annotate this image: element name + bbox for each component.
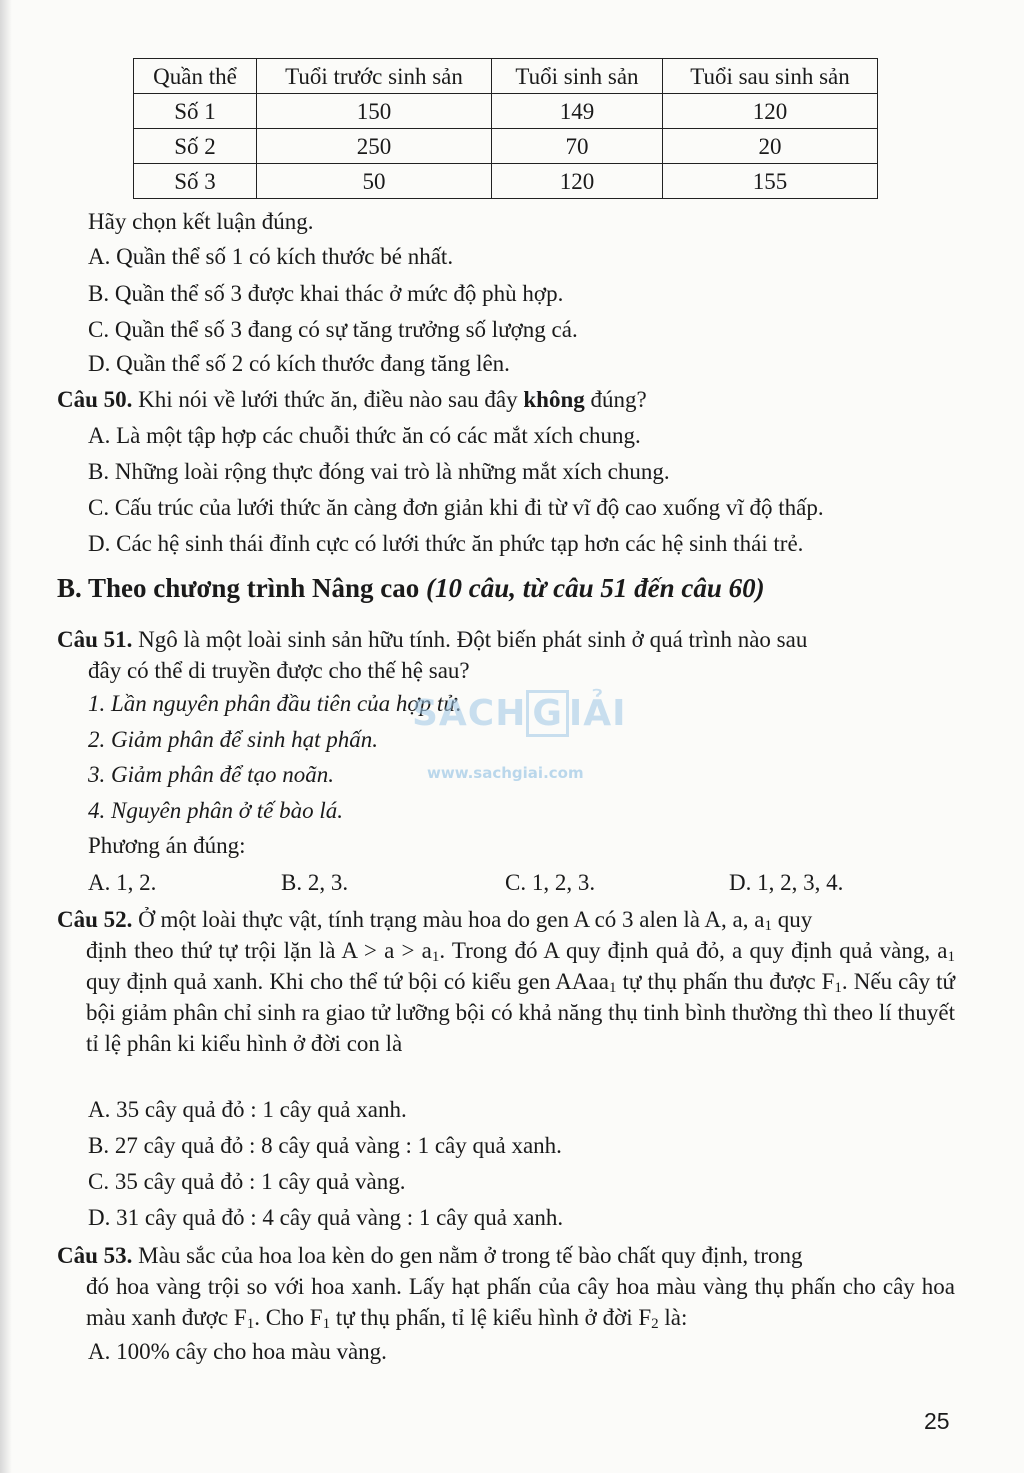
subscript: 1 (322, 1316, 331, 1332)
subscript: 1 (431, 949, 440, 965)
q50-stem (57, 388, 647, 411)
table-header-row (134, 59, 878, 94)
q52-text: . Trong đó A quy định quả đỏ, a quy định (439, 938, 833, 963)
q51-option-b: B. 2, 3. (281, 870, 349, 895)
table-cell: 70 (492, 129, 663, 164)
q53-text: đó hoa vàng trội so với hoa xanh. Lấy hạt phấn của cây hoa màu vàng thụ phấn (86, 1274, 836, 1299)
table-cell: 120 (663, 94, 878, 129)
watermark-text-left: SACH (412, 693, 527, 734)
q51-option-c: C. 1, 2, 3. (505, 870, 596, 895)
q53-text: cho cây hoa màu xanh được F (86, 1274, 955, 1330)
q52-text: khả năng thụ tinh bình thường thì theo lí thuyết tỉ lệ phân ki kiểu hình ở đời (86, 1000, 955, 1056)
page-number: 25 (924, 1408, 950, 1434)
watermark-url: www.sachgiai.com (427, 764, 584, 782)
q49-option-d: D. Quần thể số 2 có kích thước đang tăng lên. (88, 351, 510, 376)
q51-stem-line1 (57, 628, 807, 651)
q50-option-a: A. Là một tập hợp các chuỗi thức ăn có các mắt xích chung. (88, 423, 641, 448)
q50-option-b: B. Những loài rộng thực đóng vai trò là những mắt xích chung. (88, 459, 670, 484)
subscript: 2 (651, 1316, 659, 1332)
q52-text: tự thụ (616, 969, 677, 994)
q50-label: Câu 50. (57, 387, 133, 412)
q53-text: tự thụ phấn, tỉ lệ kiểu hình ở đời F (330, 1305, 652, 1330)
watermark-text-right: IẢI (568, 693, 627, 734)
watermark-logo (412, 690, 627, 737)
q53-text: . Cho F (254, 1305, 323, 1330)
q51-option-a: A. 1, 2. (88, 870, 157, 895)
table-row (134, 164, 878, 199)
q51-answer-prompt: Phương án đúng: (88, 833, 246, 858)
q49-option-b: B. Quần thể số 3 được khai thác ở mức độ phù hợp. (88, 281, 564, 306)
table-cell: 50 (257, 164, 492, 199)
table-cell: Số 2 (134, 129, 257, 164)
q52-text: quy (771, 907, 813, 932)
q53-option-a: A. 100% cây cho hoa màu vàng. (88, 1339, 387, 1364)
table-cell: Số 1 (134, 94, 257, 129)
q52-body (57, 935, 955, 1059)
q52-line1 (57, 904, 955, 935)
q49-option-c: C. Quần thể số 3 đang có sự tăng trưởng số lượng cá. (88, 317, 578, 342)
q52-text: quả vàng, a (839, 938, 948, 963)
population-age-table (133, 58, 878, 199)
q52-label: Câu 52. (57, 907, 133, 932)
table-row (134, 129, 878, 164)
q53-text: là: (658, 1305, 688, 1330)
q49-option-a: A. Quần thể số 1 có kích thước bé nhất. (88, 244, 454, 269)
table-row (134, 94, 878, 129)
table-cell: 120 (492, 164, 663, 199)
scan-edge-shadow (0, 0, 12, 1473)
q52-option-c: C. 35 cây quả đỏ : 1 cây quả vàng. (88, 1169, 406, 1194)
table-cell: 155 (663, 164, 878, 199)
section-title: B. Theo chương trình Nâng cao (57, 573, 420, 603)
q51-label: Câu 51. (57, 627, 133, 652)
subscript: 1 (608, 980, 617, 996)
table-cell: 150 (257, 94, 492, 129)
q49-prompt: Hãy chọn kết luận đúng. (88, 209, 314, 234)
q53-stem (57, 1240, 955, 1333)
q53-body (57, 1271, 955, 1333)
table-header: Tuổi sau sinh sản (663, 59, 878, 94)
q50-text-bold: không (523, 387, 585, 412)
section-subtitle: (10 câu, từ câu 51 đến câu 60) (425, 573, 765, 603)
q51-item-4: 4. Nguyên phân ở tế bào lá. (88, 798, 344, 823)
q53-line1 (57, 1240, 955, 1271)
q52-option-a: A. 35 cây quả đỏ : 1 cây quả xanh. (88, 1097, 407, 1122)
subscript: 1 (764, 918, 772, 934)
q53-text: Màu sắc của hoa loa kèn do gen nằm ở trong tế bào chất quy định, trong (138, 1243, 803, 1268)
table-cell: 20 (663, 129, 878, 164)
q50-text-after: đúng? (590, 387, 647, 412)
table-header: Tuổi trước sinh sản (257, 59, 492, 94)
table-header: Tuổi sinh sản (492, 59, 663, 94)
q50-text-before: Khi nói về lưới thức ăn, điều nào sau đây (138, 387, 518, 412)
table-cell: Số 3 (134, 164, 257, 199)
q52-option-b: B. 27 cây quả đỏ : 8 cây quả vàng : 1 cây quả xanh. (88, 1133, 562, 1158)
q51-item-3: 3. Giảm phân để tạo noãn. (88, 762, 334, 787)
q50-option-c: C. Cấu trúc của lưới thức ăn càng đơn giản khi đi từ vĩ độ cao xuống vĩ độ thấp. (88, 495, 824, 520)
q52-text: định theo thứ tự trội lặn là A > a > a (86, 938, 432, 963)
q51-item-1: 1. Lần nguyên phân đầu tiên của hợp tử. (88, 691, 462, 716)
watermark-text-box: G (526, 690, 569, 737)
q52-text: . Nếu cây tứ bội giảm phân chỉ sinh ra giao tử lưỡng bội có (86, 969, 956, 1025)
subscript: 1 (246, 1316, 255, 1332)
q50-option-d: D. Các hệ sinh thái đỉnh cực có lưới thức ăn phức tạp hơn các hệ sinh thái trẻ. (88, 531, 804, 556)
q52-text: con là (346, 1031, 403, 1056)
section-heading (57, 573, 765, 604)
subscript: 1 (834, 980, 842, 996)
q52-stem (57, 904, 955, 1059)
q53-label: Câu 53. (57, 1243, 133, 1268)
q51-option-d: D. 1, 2, 3, 4. (729, 870, 844, 895)
table-cell: 149 (492, 94, 663, 129)
q52-text: phấn thu được F (682, 969, 835, 994)
q52-option-d: D. 31 cây quả đỏ : 4 cây quả vàng : 1 cây quả xanh. (88, 1205, 564, 1230)
q52-text: Ở một loài thực vật, tính trạng màu hoa do gen A có 3 alen là A, a, a (138, 907, 765, 932)
table-cell: 250 (257, 129, 492, 164)
table-header: Quần thể (134, 59, 257, 94)
q52-text: quy định quả xanh. Khi cho thể tứ bội có kiểu gen AAaa (86, 969, 609, 994)
q51-stem-line2: đây có thể di truyền được cho thế hệ sau? (88, 658, 470, 683)
q51-text: Ngô là một loài sinh sản hữu tính. Đột biến phát sinh ở quá trình nào sau (138, 627, 808, 652)
q51-item-2: 2. Giảm phân để sinh hạt phấn. (88, 727, 379, 752)
subscript: 1 (947, 949, 955, 965)
